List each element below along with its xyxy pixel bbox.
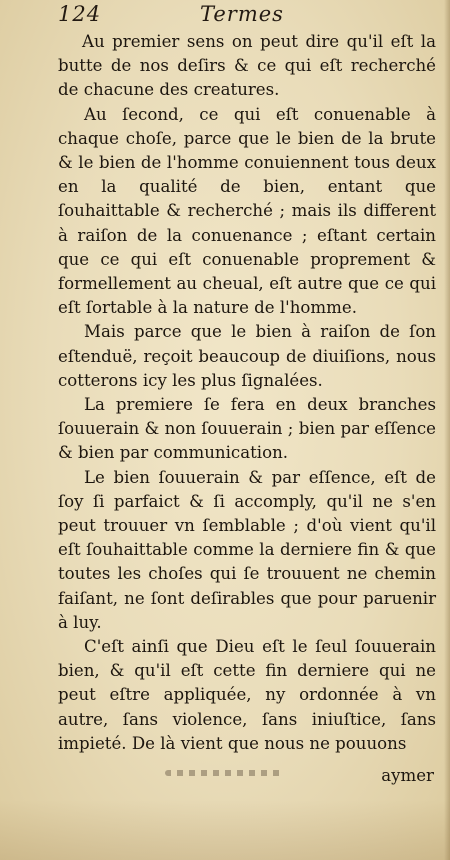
page-number: 124 [58,2,102,26]
paragraph: La premiere ſe fera en deux branches ſouuerain & non ſouuerain ; bien par eſſence & bien par communication. [58,395,436,463]
paragraph: Mais parce que le bien à raiſon de ſon eſtenduë, reçoit beaucoup de diuiſions, nous cotterons icy les plus ſignalées. [58,322,436,390]
page-bottom-shadow [0,800,450,860]
catchword: aymer [381,766,434,785]
page-edge-shadow [444,0,450,860]
paragraph: Au ſecond, ce qui eſt conuenable à chaque choſe, parce que le bien de la brute & le bien de l'homme conuiennent tous deux en la qualité de bien, entant que ſouhaittable & recherché ; mais ils different à raiſon de la conuenance ; eſtant certain que ce qui eſt conuenable proprement & formellement au cheual, eſt autre que ce qui eſt ſortable à la nature de l'homme. [58,104,436,318]
paragraph: C'eſt ainſi que Dieu eſt le ſeul ſouuerain bien, & qu'il eſt cette fin derniere qui ne peut eſtre appliquée, ny ordonnée à vn autre, ſans violence, ſans iniuſtice, ſans impieté. De là vient que nous ne pouuons [58,637,436,753]
ink-smudge [165,770,285,776]
body-text [58,30,436,756]
paragraph: Le bien ſouuerain & par eſſence, eſt de ſoy ſi parfaict & ſi accomply, qu'il ne s'en peut trouuer vn ſemblable ; d'où vient qu'il eſt ſouhaittable comme la derniere fin & que toutes les choſes qui ſe trouuent ne chemin faiſant, ne ſont deſirables que pour paruenir à luy. [58,467,436,632]
running-head: Termes [200,2,284,26]
paragraph: Au premier sens on peut dire qu'il eſt la butte de nos deſirs & ce qui eſt recherché de chacune des creatures. [58,32,436,100]
